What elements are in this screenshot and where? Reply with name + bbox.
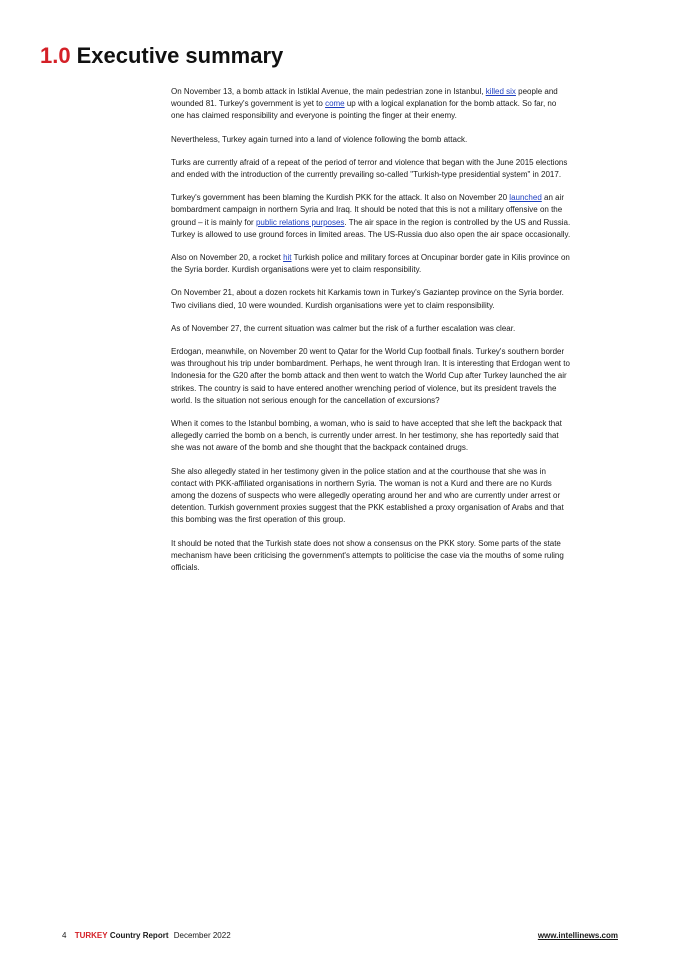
body-text xyxy=(171,86,571,585)
inline-link[interactable]: hit xyxy=(283,253,292,263)
paragraph-text: Turks are currently afraid of a repeat of the period of terror and violence that began with the June 2015 elections and ended with the introduction of the currently prevailing so-called "Turkish-type presidential system" in 2017. xyxy=(171,157,568,180)
footer-report-name: Country Report xyxy=(109,931,169,940)
paragraph-text: an air bombardment campaign in northern Syria and Iraq. It should be noted that this is not a military offensive on the ground – it is mainly for xyxy=(171,193,565,227)
body-paragraph xyxy=(171,466,571,527)
paragraph-text: On November 21, about a dozen rockets hit Karkamis town in Turkey's Gaziantep province on the Syria border. Two civilians died, 10 were wounded. Kurdish organisations were yet to claim responsibility. xyxy=(171,288,564,310)
paragraph-text: Turkish police and military forces at Oncupinar border gate in Kilis province on the Syria border. Kurdish organisations were yet to claim responsibility. xyxy=(171,253,570,275)
footer-website-link[interactable]: www.intellinews.com xyxy=(537,931,618,940)
paragraph-text: . The air space in the region is controlled by the US and Russia. Turkey is allowed to use ground forces in limited areas. The US-Russia duo also open the air space occasionally. xyxy=(171,217,571,239)
paragraph-text: When it comes to the Istanbul bombing, a woman, who is said to have accepted that she left the backpack that allegedly carried the bomb on a bench, is currently under arrest. In her testimony, she has reportedly said that she was not aware of the bomb and she thought that the backpack contained drugs. xyxy=(171,419,562,453)
section-title: Executive summary xyxy=(76,43,284,68)
footer-country: TURKEY xyxy=(74,931,108,940)
paragraph-text: On November 13, a bomb attack in Istiklal Avenue, the main pedestrian zone in Istanbul, xyxy=(171,87,486,96)
page-title xyxy=(40,42,283,70)
body-paragraph xyxy=(171,346,571,407)
footer-date: December 2022 xyxy=(173,931,231,940)
paragraph-text: up with a logical explanation for the bomb attack. So far, no one has claimed responsibility and everyone is pointing the finger at their enemy. xyxy=(171,99,557,121)
body-paragraph xyxy=(171,323,571,335)
body-paragraph xyxy=(171,418,571,455)
inline-link[interactable]: public relations purposes xyxy=(255,217,345,227)
paragraph-text: Turkey's government has been blaming the Kurdish PKK for the attack. It also on November 20 xyxy=(171,193,510,203)
body-paragraph xyxy=(171,86,571,123)
paragraph-text: Also on November 20, a rocket xyxy=(171,253,284,263)
paragraph-text: Nevertheless, Turkey again turned into a land of violence following the bomb attack. xyxy=(171,134,468,144)
body-paragraph xyxy=(171,538,571,575)
paragraph-text: people and wounded 81. Turkey's government is yet to xyxy=(171,87,558,109)
inline-link[interactable]: launched xyxy=(509,193,542,203)
footer-left xyxy=(62,931,231,941)
paragraph-text: She also allegedly stated in her testimony given in the police station and at the courthouse that she was in contact with PKK-affiliated organisations in northern Syria. The woman is not a Kurd and there are no Kurds among the dozens of suspects who were allegedly operating around her and who are currently under arrest or detention. Turkish government proxies suggest that the PKK established a proxy organisation of Arabs and that this bombing was the first operation of this group. xyxy=(171,466,564,525)
section-number: 1.0 xyxy=(40,43,71,68)
body-paragraph xyxy=(171,252,571,276)
page-number: 4 xyxy=(62,931,67,940)
body-paragraph xyxy=(171,134,571,146)
body-paragraph xyxy=(171,287,571,311)
inline-link[interactable]: come xyxy=(325,99,345,109)
body-paragraph xyxy=(171,157,571,181)
paragraph-text: As of November 27, the current situation was calmer but the risk of a further escalation was clear. xyxy=(171,323,516,333)
paragraph-text: It should be noted that the Turkish state does not show a consensus on the PKK story. Some parts of the state mechanism have been criticising the government's attempts to politicise the case via the mouths of some ruling officials. xyxy=(171,538,564,573)
paragraph-text: Erdogan, meanwhile, on November 20 went to Qatar for the World Cup football finals. Turkey's southern border was throughout his trip under bombardment. Perhaps, he went through Iran. It is interesting that Erdogan went to Indonesia for the G20 after the bomb attack and then went to watch the World Cup after Turkey launched the air strikes. The country is said to have entered another wrenching period of violence, but its president travels the world. Is the situation not serious enough for the cancellation of excursions? xyxy=(171,347,570,405)
body-paragraph xyxy=(171,192,571,241)
inline-link[interactable]: killed six xyxy=(485,87,516,96)
